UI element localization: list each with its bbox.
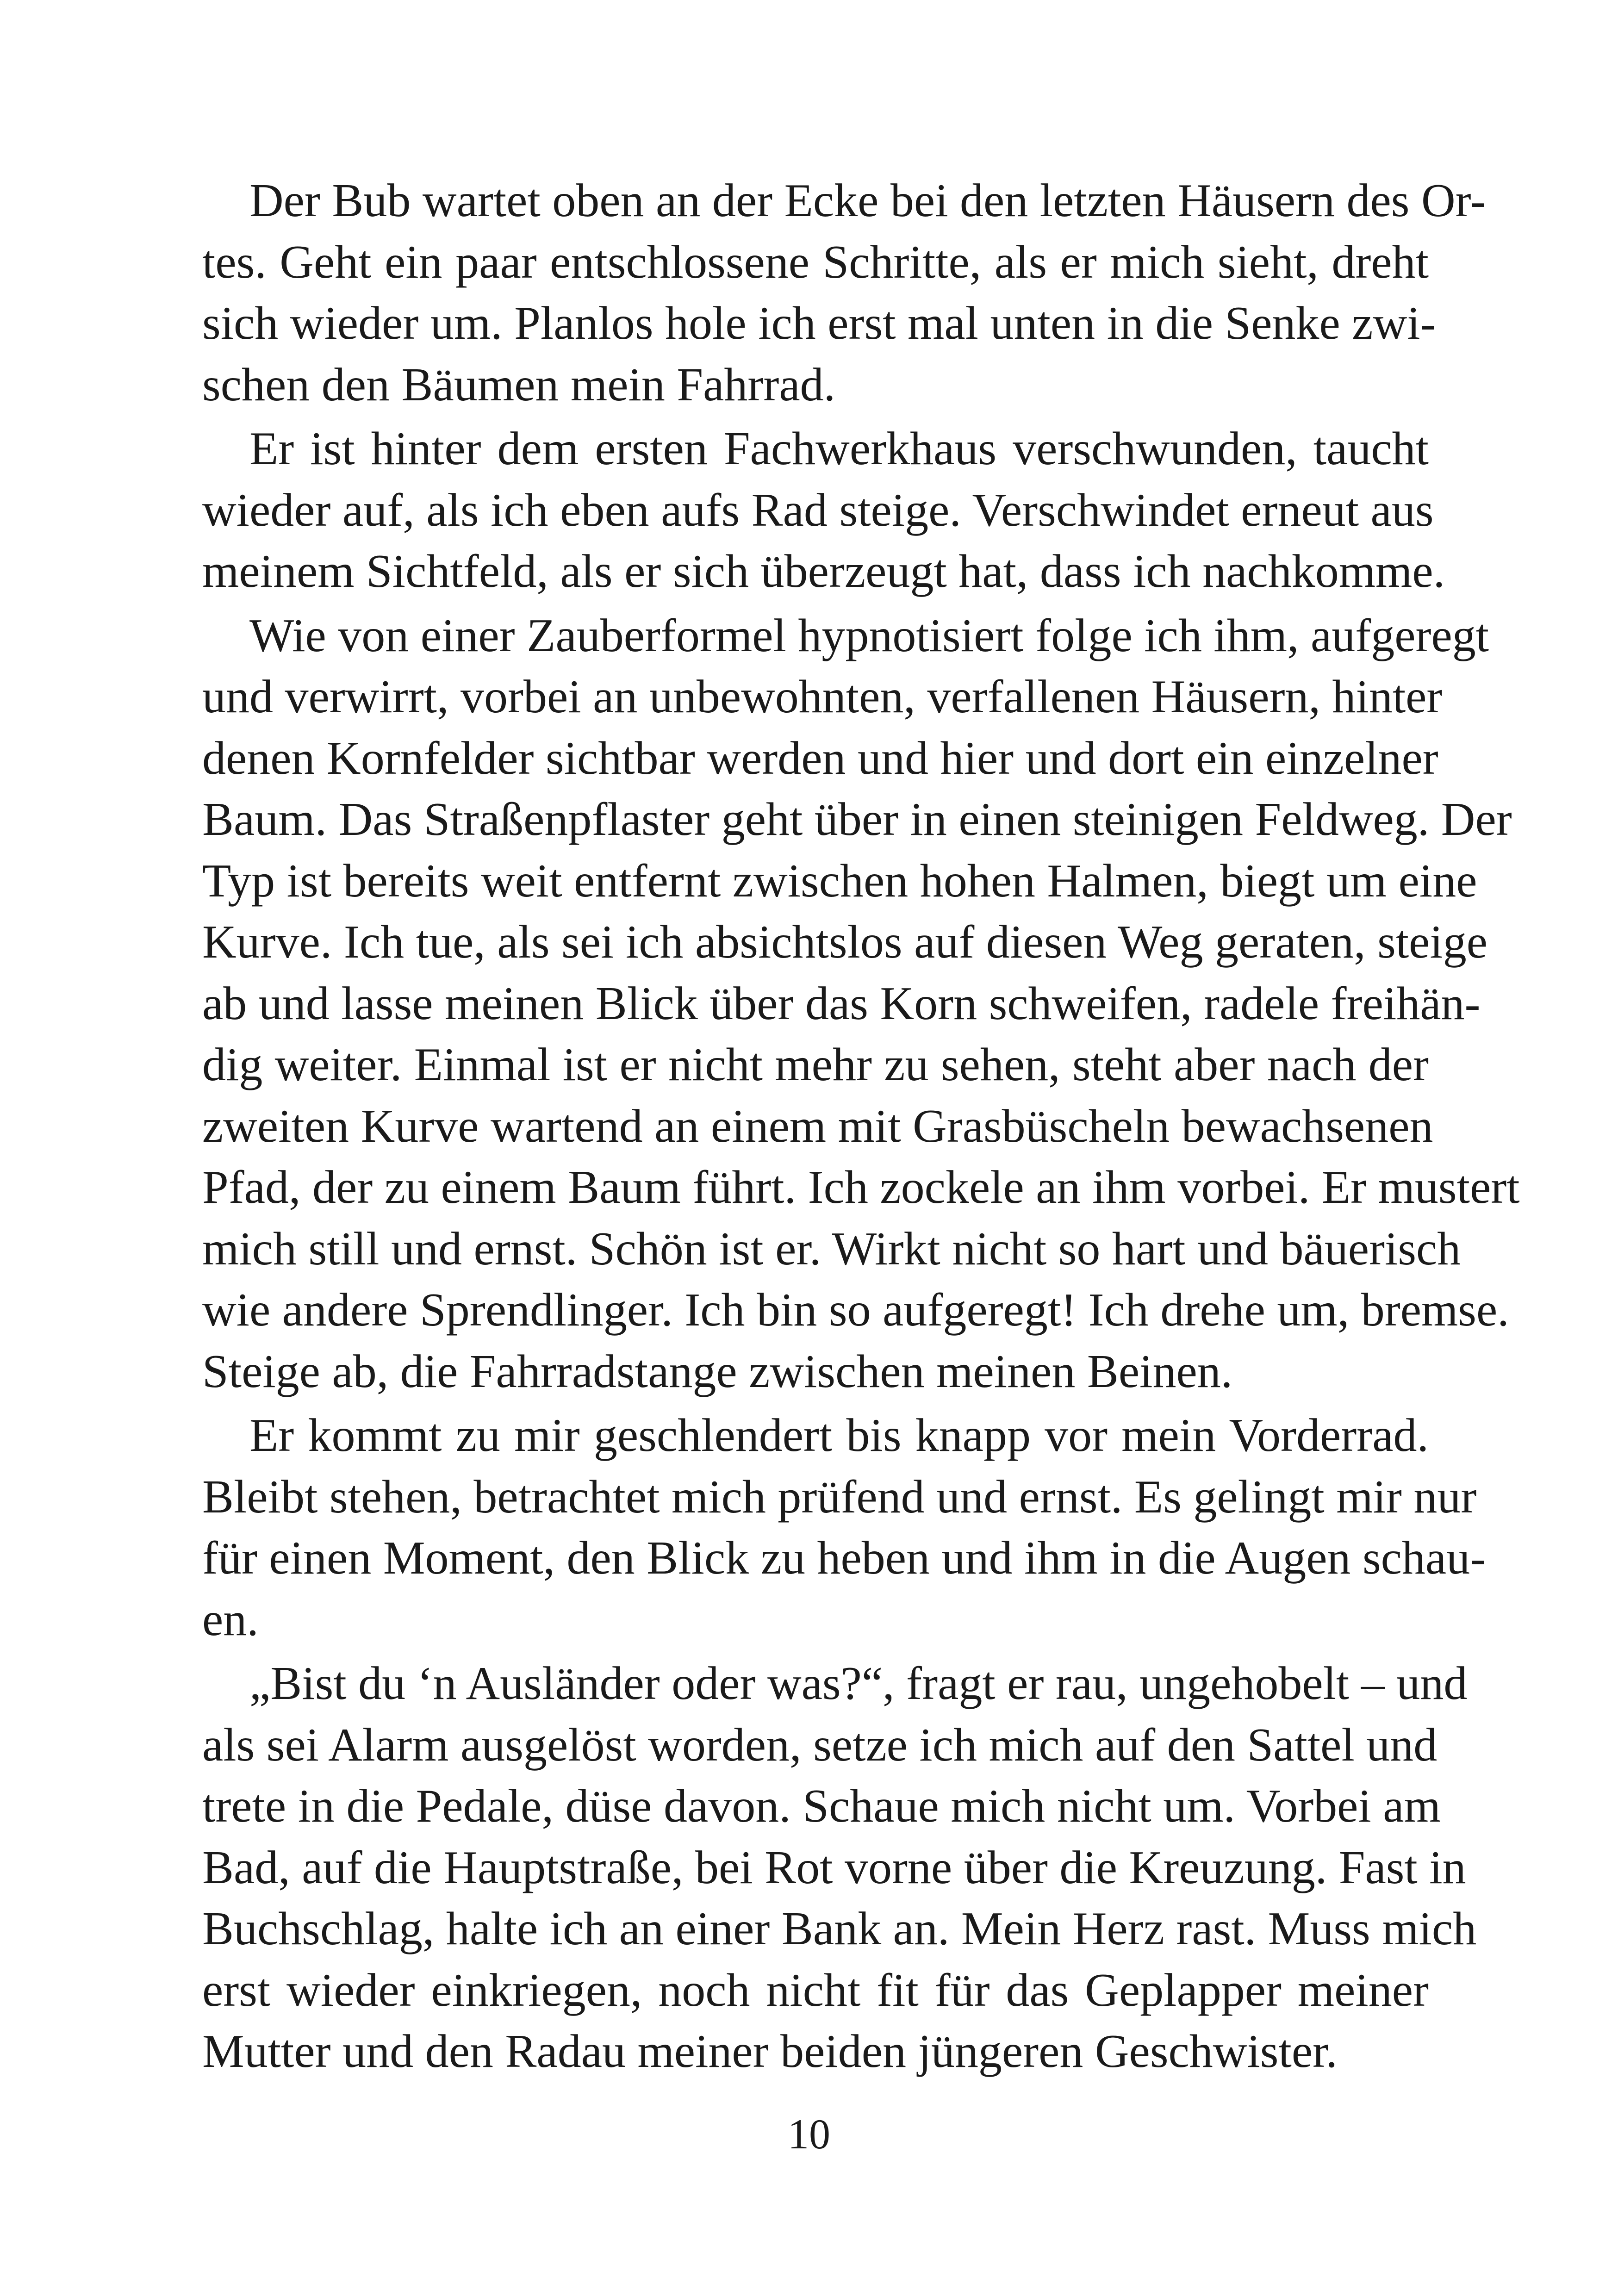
text-line: tes. Geht ein paar entschlossene Schritte, als er mich sieht, dreht — [202, 236, 1429, 288]
text-line: Wie von einer Zauberformel hypnotisiert folge ich ihm, aufgeregt — [249, 609, 1489, 662]
paragraph — [202, 170, 1486, 416]
text-line: denen Kornfelder sichtbar werden und hier und dort ein einzelner — [202, 732, 1438, 784]
paragraph — [202, 1405, 1486, 1650]
text-line: Der Bub wartet oben an der Ecke bei den letzten Häusern des Or- — [249, 174, 1486, 227]
text-line: zweiten Kurve wartend an einem mit Grasbüscheln bewachsenen — [202, 1100, 1433, 1152]
paragraph — [202, 418, 1445, 603]
paragraph — [202, 1653, 1477, 2083]
text-line: Buchschlag, halte ich an einer Bank an. Mein Herz rast. Muss mich — [202, 1903, 1477, 1955]
text-line: mich still und ernst. Schön ist er. Wirkt nicht so hart und bäuerisch — [202, 1222, 1461, 1275]
text-line: en. — [202, 1593, 259, 1646]
text-line: sich wieder um. Planlos hole ich erst mal unten in die Senke zwi- — [202, 297, 1436, 349]
text-line: dig weiter. Einmal ist er nicht mehr zu sehen, steht aber nach der — [202, 1039, 1429, 1091]
text-line: schen den Bäumen mein Fahrrad. — [202, 358, 836, 411]
text-line: trete in die Pedale, düse davon. Schaue mich nicht um. Vorbei am — [202, 1780, 1441, 1832]
text-line: für einen Moment, den Blick zu heben und ihm in die Augen schau- — [202, 1532, 1486, 1584]
text-line: Typ ist bereits weit entfernt zwischen hohen Halmen, biegt um eine — [202, 854, 1477, 907]
page-number: 10 — [788, 2110, 830, 2158]
text-line: und verwirrt, vorbei an unbewohnten, verfallenen Häusern, hinter — [202, 671, 1443, 723]
text-line: Steige ab, die Fahrradstange zwischen meinen Beinen. — [202, 1345, 1233, 1398]
text-line: Bad, auf die Hauptstraße, bei Rot vorne über die Kreuzung. Fast in — [202, 1841, 1466, 1894]
text-line: „Bist du ‘n Ausländer oder was?“, fragt er rau, ungehobelt – und — [249, 1657, 1468, 1710]
text-line: erst wieder einkriegen, noch nicht fit für das Geplapper meiner — [202, 1964, 1429, 2016]
text-line: Kurve. Ich tue, als sei ich absichtslos auf diesen Weg geraten, steige — [202, 916, 1488, 968]
text-line: Baum. Das Straßenpflaster geht über in einen steinigen Feldweg. Der — [202, 793, 1512, 846]
text-line: Bleibt stehen, betrachtet mich prüfend und ernst. Es gelingt mir nur — [202, 1470, 1477, 1523]
text-line: Pfad, der zu einem Baum führt. Ich zockele an ihm vorbei. Er mustert — [202, 1161, 1520, 1213]
text-line: wieder auf, als ich eben aufs Rad steige. Verschwindet erneut aus — [202, 484, 1434, 536]
text-line: Er kommt zu mir geschlendert bis knapp vor mein Vorderrad. — [249, 1409, 1429, 1462]
text-line: wie andere Sprendlinger. Ich bin so aufgeregt! Ich drehe um, bremse. — [202, 1284, 1509, 1336]
text-line: ab und lasse meinen Blick über das Korn schweifen, radele freihän- — [202, 977, 1481, 1030]
text-line: als sei Alarm ausgelöst worden, setze ich mich auf den Sattel und — [202, 1718, 1438, 1771]
text-line: Mutter und den Radau meiner beiden jüngeren Geschwister. — [202, 2025, 1338, 2078]
book-page-body — [202, 170, 1520, 2083]
text-line: Er ist hinter dem ersten Fachwerkhaus verschwunden, taucht — [249, 423, 1429, 475]
paragraph — [202, 605, 1520, 1403]
text-line: meinem Sichtfeld, als er sich überzeugt hat, dass ich nachkomme. — [202, 545, 1445, 597]
